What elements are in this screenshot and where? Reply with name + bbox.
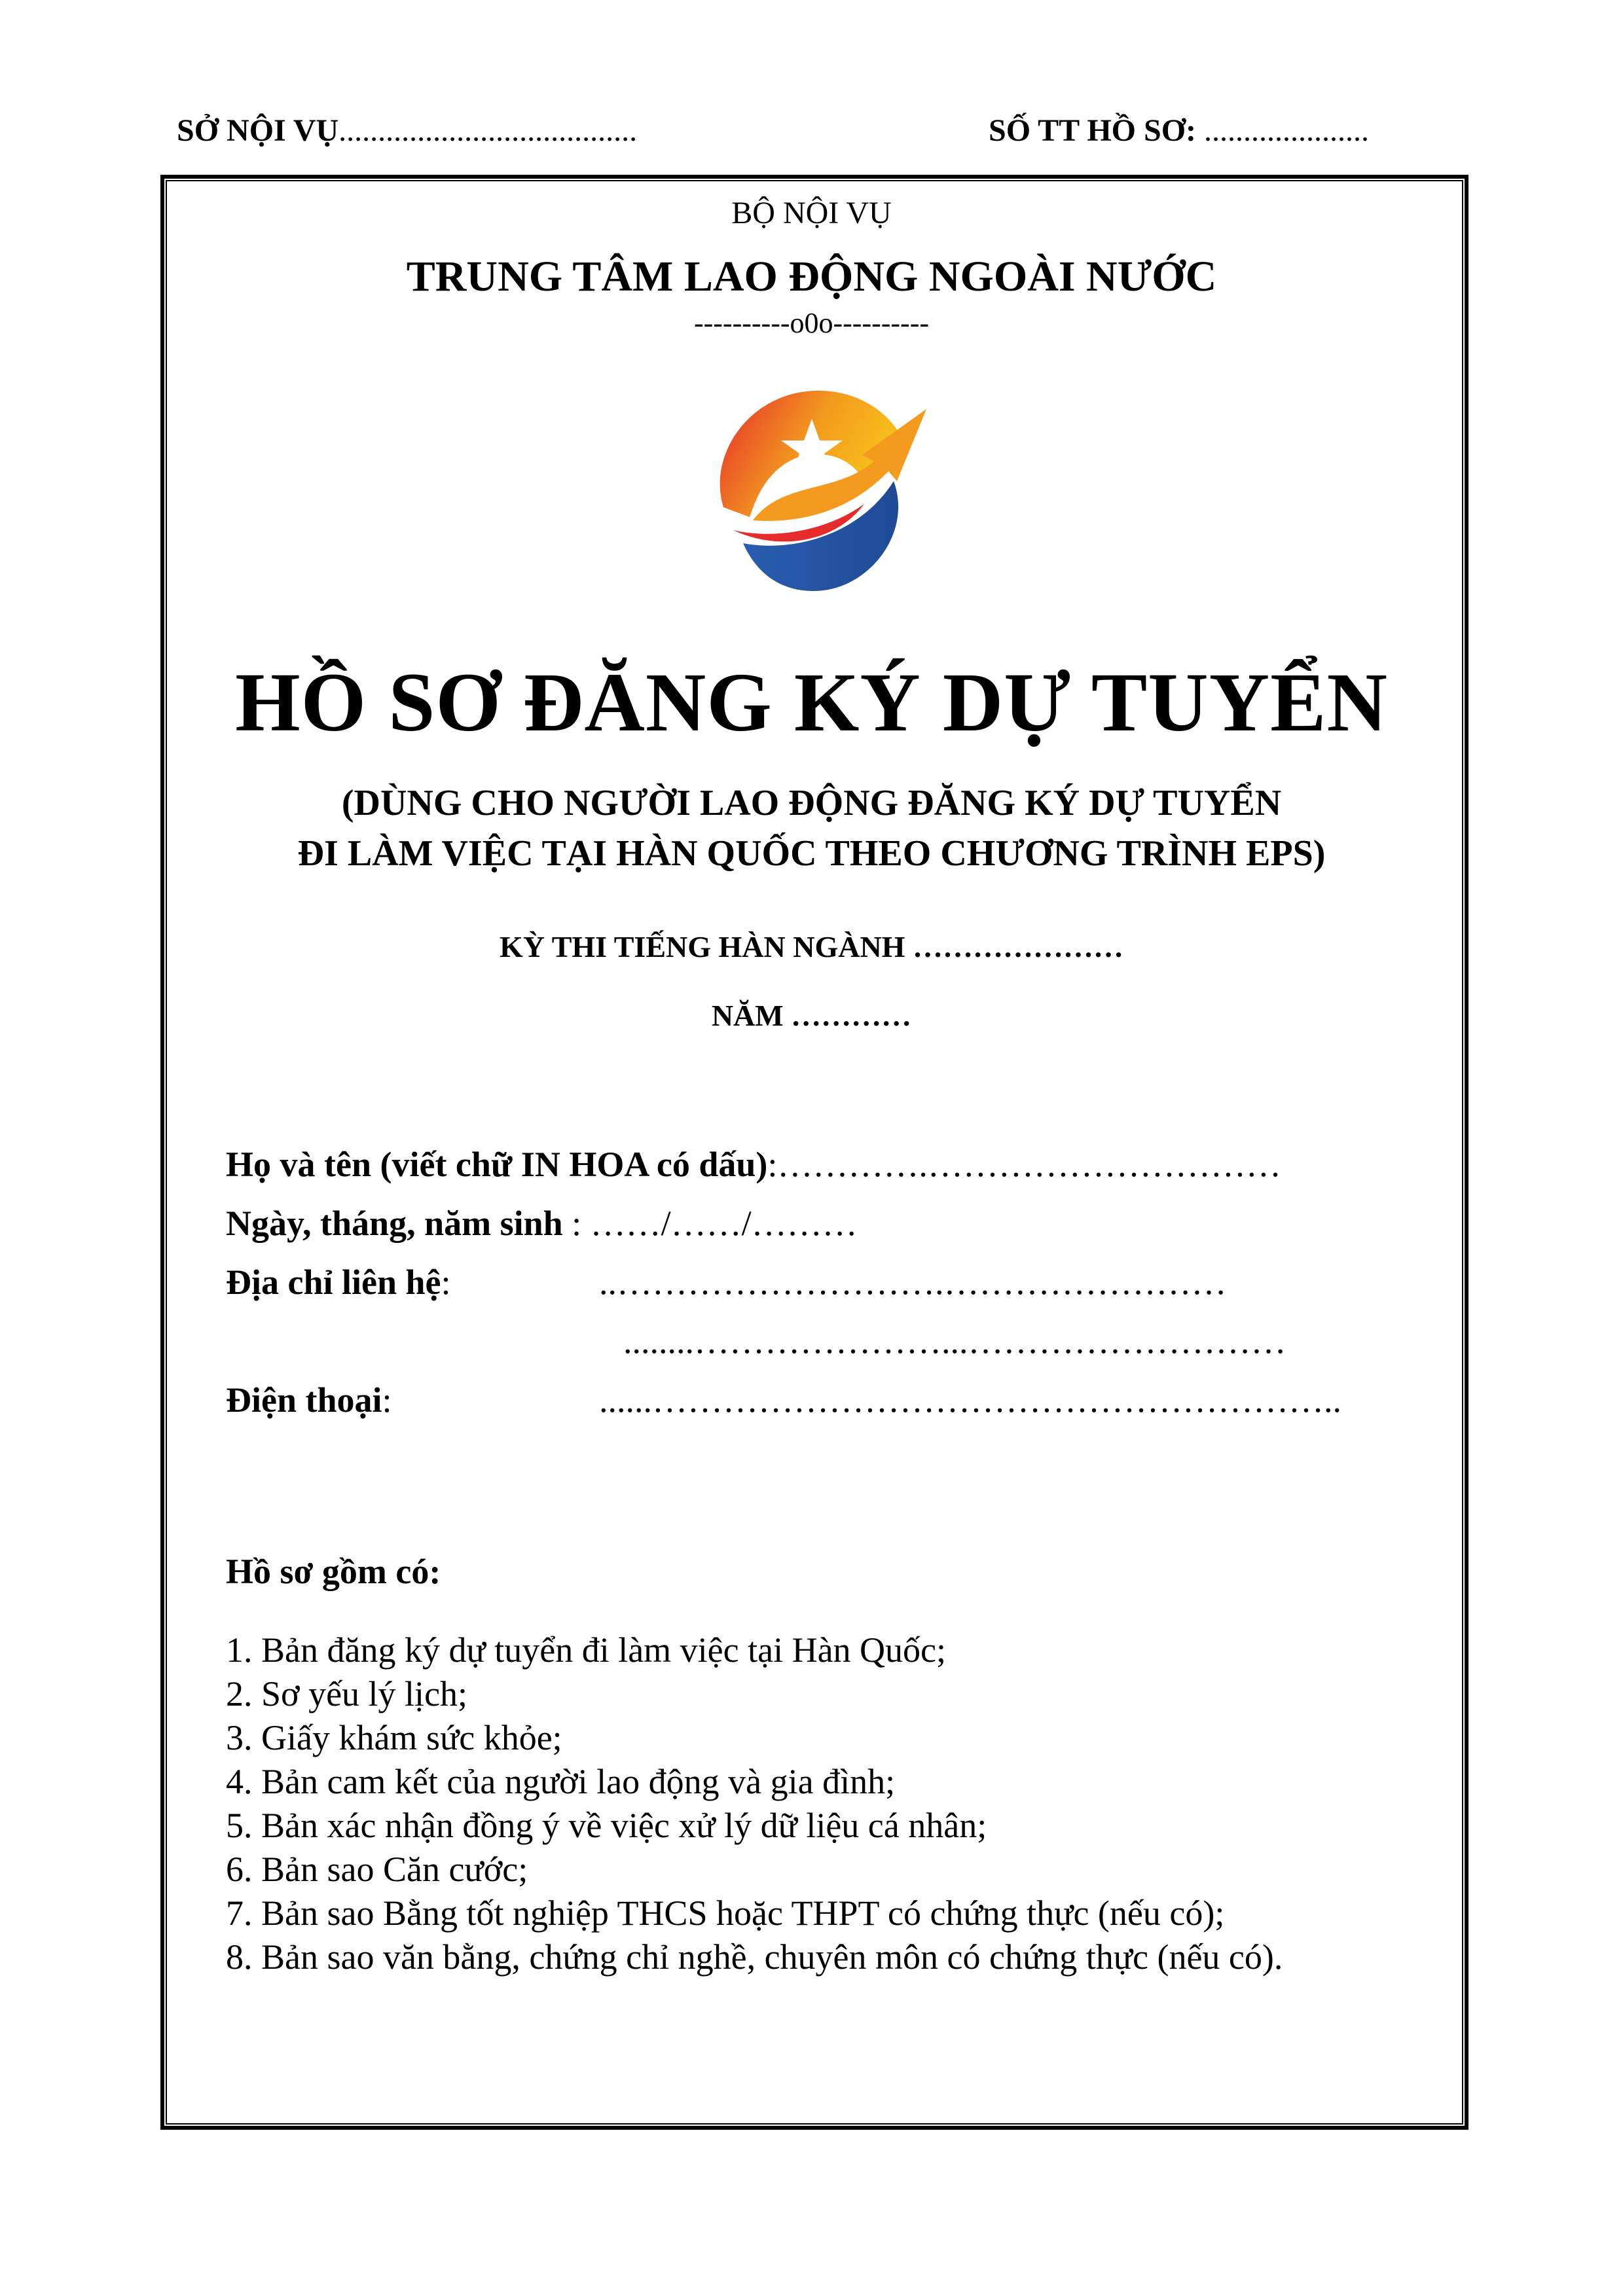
address-label: Địa chỉ liên hệ <box>226 1263 441 1302</box>
phone-row <box>226 1380 392 1420</box>
dob-label: Ngày, tháng, năm sinh <box>226 1204 563 1243</box>
address-row <box>226 1262 451 1302</box>
list-item: 3. Giấy khám sức khỏe; <box>226 1718 562 1757</box>
department-line <box>177 113 637 149</box>
file-number-line <box>989 113 1369 149</box>
phone-field[interactable]: ......………………………………………………….. <box>599 1380 1341 1420</box>
ministry-name: BỘ NỘI VỤ <box>731 196 892 230</box>
full-name-row <box>226 1144 1281 1185</box>
address-field-line2[interactable]: ........…………………...……………………… <box>623 1321 1286 1361</box>
dob-field[interactable]: : ……/……/……… <box>562 1204 858 1243</box>
dob-row <box>226 1203 858 1244</box>
department-label: SỞ NỘI VỤ <box>177 113 339 148</box>
address-field-line1[interactable]: ..……………………….…………………… <box>599 1263 1227 1302</box>
year-line[interactable]: NĂM ………… <box>711 999 912 1032</box>
full-name-field[interactable]: :………….………………………… <box>767 1145 1281 1184</box>
phone-colon: : <box>382 1380 392 1420</box>
full-name-label: Họ và tên (viết chữ IN HOA có dấu) <box>226 1145 768 1184</box>
exam-line[interactable]: KỲ THI TIẾNG HÀN NGÀNH ………………… <box>500 930 1123 963</box>
center-name: TRUNG TÂM LAO ĐỘNG NGOÀI NƯỚC <box>406 253 1217 300</box>
document-subtitle-line2: ĐI LÀM VIỆC TẠI HÀN QUỐC THEO CHƯƠNG TRÌNH EPS) <box>297 833 1326 874</box>
phone-label: Điện thoại <box>226 1380 382 1420</box>
organization-logo <box>697 383 946 599</box>
list-item: 8. Bản sao văn bằng, chứng chỉ nghề, chuyên môn có chứng thực (nếu có). <box>226 1937 1283 1977</box>
list-item: 1. Bản đăng ký dự tuyển đi làm việc tại Hàn Quốc; <box>226 1630 947 1670</box>
list-item: 7. Bản sao Bằng tốt nghiệp THCS hoặc THPT có chứng thực (nếu có); <box>226 1893 1225 1933</box>
list-item: 2. Sơ yếu lý lịch; <box>226 1674 468 1713</box>
list-item: 6. Bản sao Căn cước; <box>226 1850 528 1889</box>
department-field[interactable]: ...................................... <box>338 113 638 148</box>
documents-heading: Hồ sơ gồm có: <box>226 1552 441 1591</box>
file-number-field[interactable]: ..................... <box>1196 113 1370 148</box>
file-number-label: SỐ TT HỒ SƠ: <box>989 113 1197 148</box>
document-title: HỒ SƠ ĐĂNG KÝ DỰ TUYỂN <box>235 656 1388 749</box>
document-subtitle-line1: (DÙNG CHO NGƯỜI LAO ĐỘNG ĐĂNG KÝ DỰ TUYỂN <box>341 783 1282 823</box>
documents-list <box>226 1628 1283 1979</box>
address-colon: : <box>441 1263 451 1302</box>
list-item: 5. Bản xác nhận đồng ý về việc xử lý dữ liệu cá nhân; <box>226 1806 987 1845</box>
list-item: 4. Bản cam kết của người lao động và gia đình; <box>226 1762 896 1801</box>
ornament-divider: ----------o0o---------- <box>693 307 930 339</box>
